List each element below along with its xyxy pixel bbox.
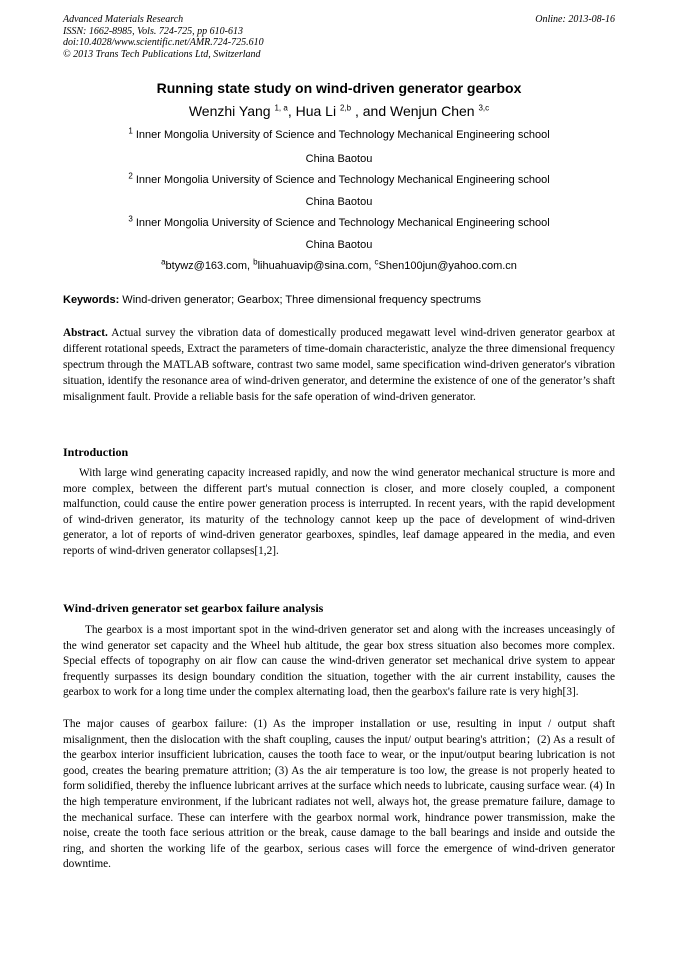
- abstract-label: Abstract.: [63, 327, 108, 339]
- email-sup: a: [161, 257, 166, 267]
- author-sep: , and: [351, 103, 390, 119]
- paper-title: Running state study on wind-driven generator gearbox: [156, 80, 522, 96]
- body-paragraph: The major causes of gearbox failure: (1) As the improper installation or use, resulting in input / output shaft misalignment, then the dislocation with the shaft coupling, causes the input/ output bearing's attrition；(2) As a result of the gearbox interior insufficient lubrication, causes the tooth face to wear, or the input/output bearing lubrication is not good, creates the bearing premature attrition; (3) As the air temperature is too low, the grease is not properly heated to form solidified, thereby the influence lubricant arrives at the surface which needs to lubricate, causing surface wear. (4) In the high temperature environment, if the lubricant radiates not well, always hot, the grease premature failure, damage to the mechanical surface. These can interfere with the gearbox normal work, hindrance power transmission, make the noise, create the tooth face serious attrition or the break, cause damage to the ball bearings and inside and outside the ring, and shorten the working life of the gearbox, serious cases will force the emergence of wind-driven generator downtime.: [63, 718, 615, 871]
- keywords-text: Wind-driven generator; Gearbox; Three dimensional frequency spectrums: [119, 294, 481, 306]
- email-sup: b: [253, 257, 258, 267]
- body-paragraph: The gearbox is a most important spot in the wind-driven generator set and along with the increases unceasingly of the wind generator set capacity and the Wheel hub altitude, the gear box stress situation also becomes more complex. Special effects of topography on air flow can cause the wind-driven generator set mechanical drive system to appear frequently surpasses its design boundary condition the situation, together with the air current instability, causes the gearbox to work for a long time under the complex alternating load, then the gearbox's failure rate is very high[3].: [63, 624, 615, 699]
- author-sup: 3,c: [478, 103, 490, 113]
- author-name: Wenjun Chen: [390, 103, 475, 119]
- author-sup: 2,b: [339, 103, 352, 113]
- abstract-text: Actual survey the vibration data of domestically produced megawatt level wind-driven generator gearbox at different rotational speeds, Extract the parameters of time-domain characteristic, analyze the three dimensional frequency spectrum through the MATLAB software, contrast two same model, same specification wind-driven generator's vibration situation, identify the resonance area of wind-driven generator, and determine the existence of one of the generator’s shaft misalignment fault. Provide a reliable basis for the safe operation of wind-driven generator.: [63, 327, 615, 403]
- copyright-line: © 2013 Trans Tech Publications Ltd, Switzerland: [63, 48, 261, 60]
- introduction-paragraph: With large wind generating capacity increased rapidly, and now the wind generator mechanical structure is more and more complex, between the different part's mutual connection is closer, and more closely coupled, a component malfunction, could cause the entire power generation process is interrupted. In recent years, with the rapid development of wind-driven generator, its maturity of the technology cannot keep up the pace of development of wind-driven generator, a lot of reports of wind-driven generator gearboxes, spindles, leaf damage appeared in the media, and even reports of wind-driven generator collapses[1,2].: [63, 467, 615, 557]
- email-c: Shen100jun@yahoo.com.cn: [378, 260, 517, 272]
- affiliation-institution: Inner Mongolia University of Science and Technology Mechanical Engineering school: [135, 174, 550, 186]
- email-b: lihuahuavip@sina.com,: [257, 260, 375, 272]
- affiliation-1-location: China Baotou: [305, 153, 373, 165]
- author-sep: ,: [287, 103, 296, 119]
- affiliation-number: 3: [128, 214, 133, 224]
- keywords-label: Keywords:: [63, 294, 120, 306]
- author-name: Hua Li: [295, 103, 337, 119]
- author-sup: 1, a: [274, 103, 288, 113]
- doi-line: doi:10.4028/www.scientific.net/AMR.724-725.610: [63, 37, 264, 48]
- affiliation-2: [0, 171, 678, 186]
- affiliation-3: [0, 214, 678, 229]
- abstract: [63, 325, 615, 405]
- author-emails: [0, 257, 678, 272]
- affiliation-3-location: China Baotou: [305, 239, 373, 251]
- affiliation-number: 2: [128, 171, 133, 181]
- affiliation-institution: Inner Mongolia University of Science and Technology Mechanical Engineering school: [135, 129, 550, 141]
- email-a: btywz@163.com,: [165, 260, 254, 272]
- author-list: [0, 103, 678, 119]
- section-heading: Wind-driven generator set gearbox failure analysis: [63, 601, 324, 615]
- keywords: [63, 294, 615, 306]
- issn-line: ISSN: 1662-8985, Vols. 724-725, pp 610-613: [63, 25, 243, 37]
- affiliation-number: 1: [128, 126, 133, 136]
- section-heading: Introduction: [63, 445, 129, 459]
- online-date: Online: 2013-08-16: [535, 14, 615, 25]
- affiliation-institution: Inner Mongolia University of Science and Technology Mechanical Engineering school: [135, 217, 550, 229]
- email-sup: c: [374, 257, 379, 267]
- affiliation-2-location: China Baotou: [305, 196, 373, 208]
- author-name: Wenzhi Yang: [188, 103, 271, 119]
- journal-name: Advanced Materials Research: [63, 14, 184, 25]
- affiliation-1: [0, 126, 678, 141]
- journal-info: [63, 14, 264, 60]
